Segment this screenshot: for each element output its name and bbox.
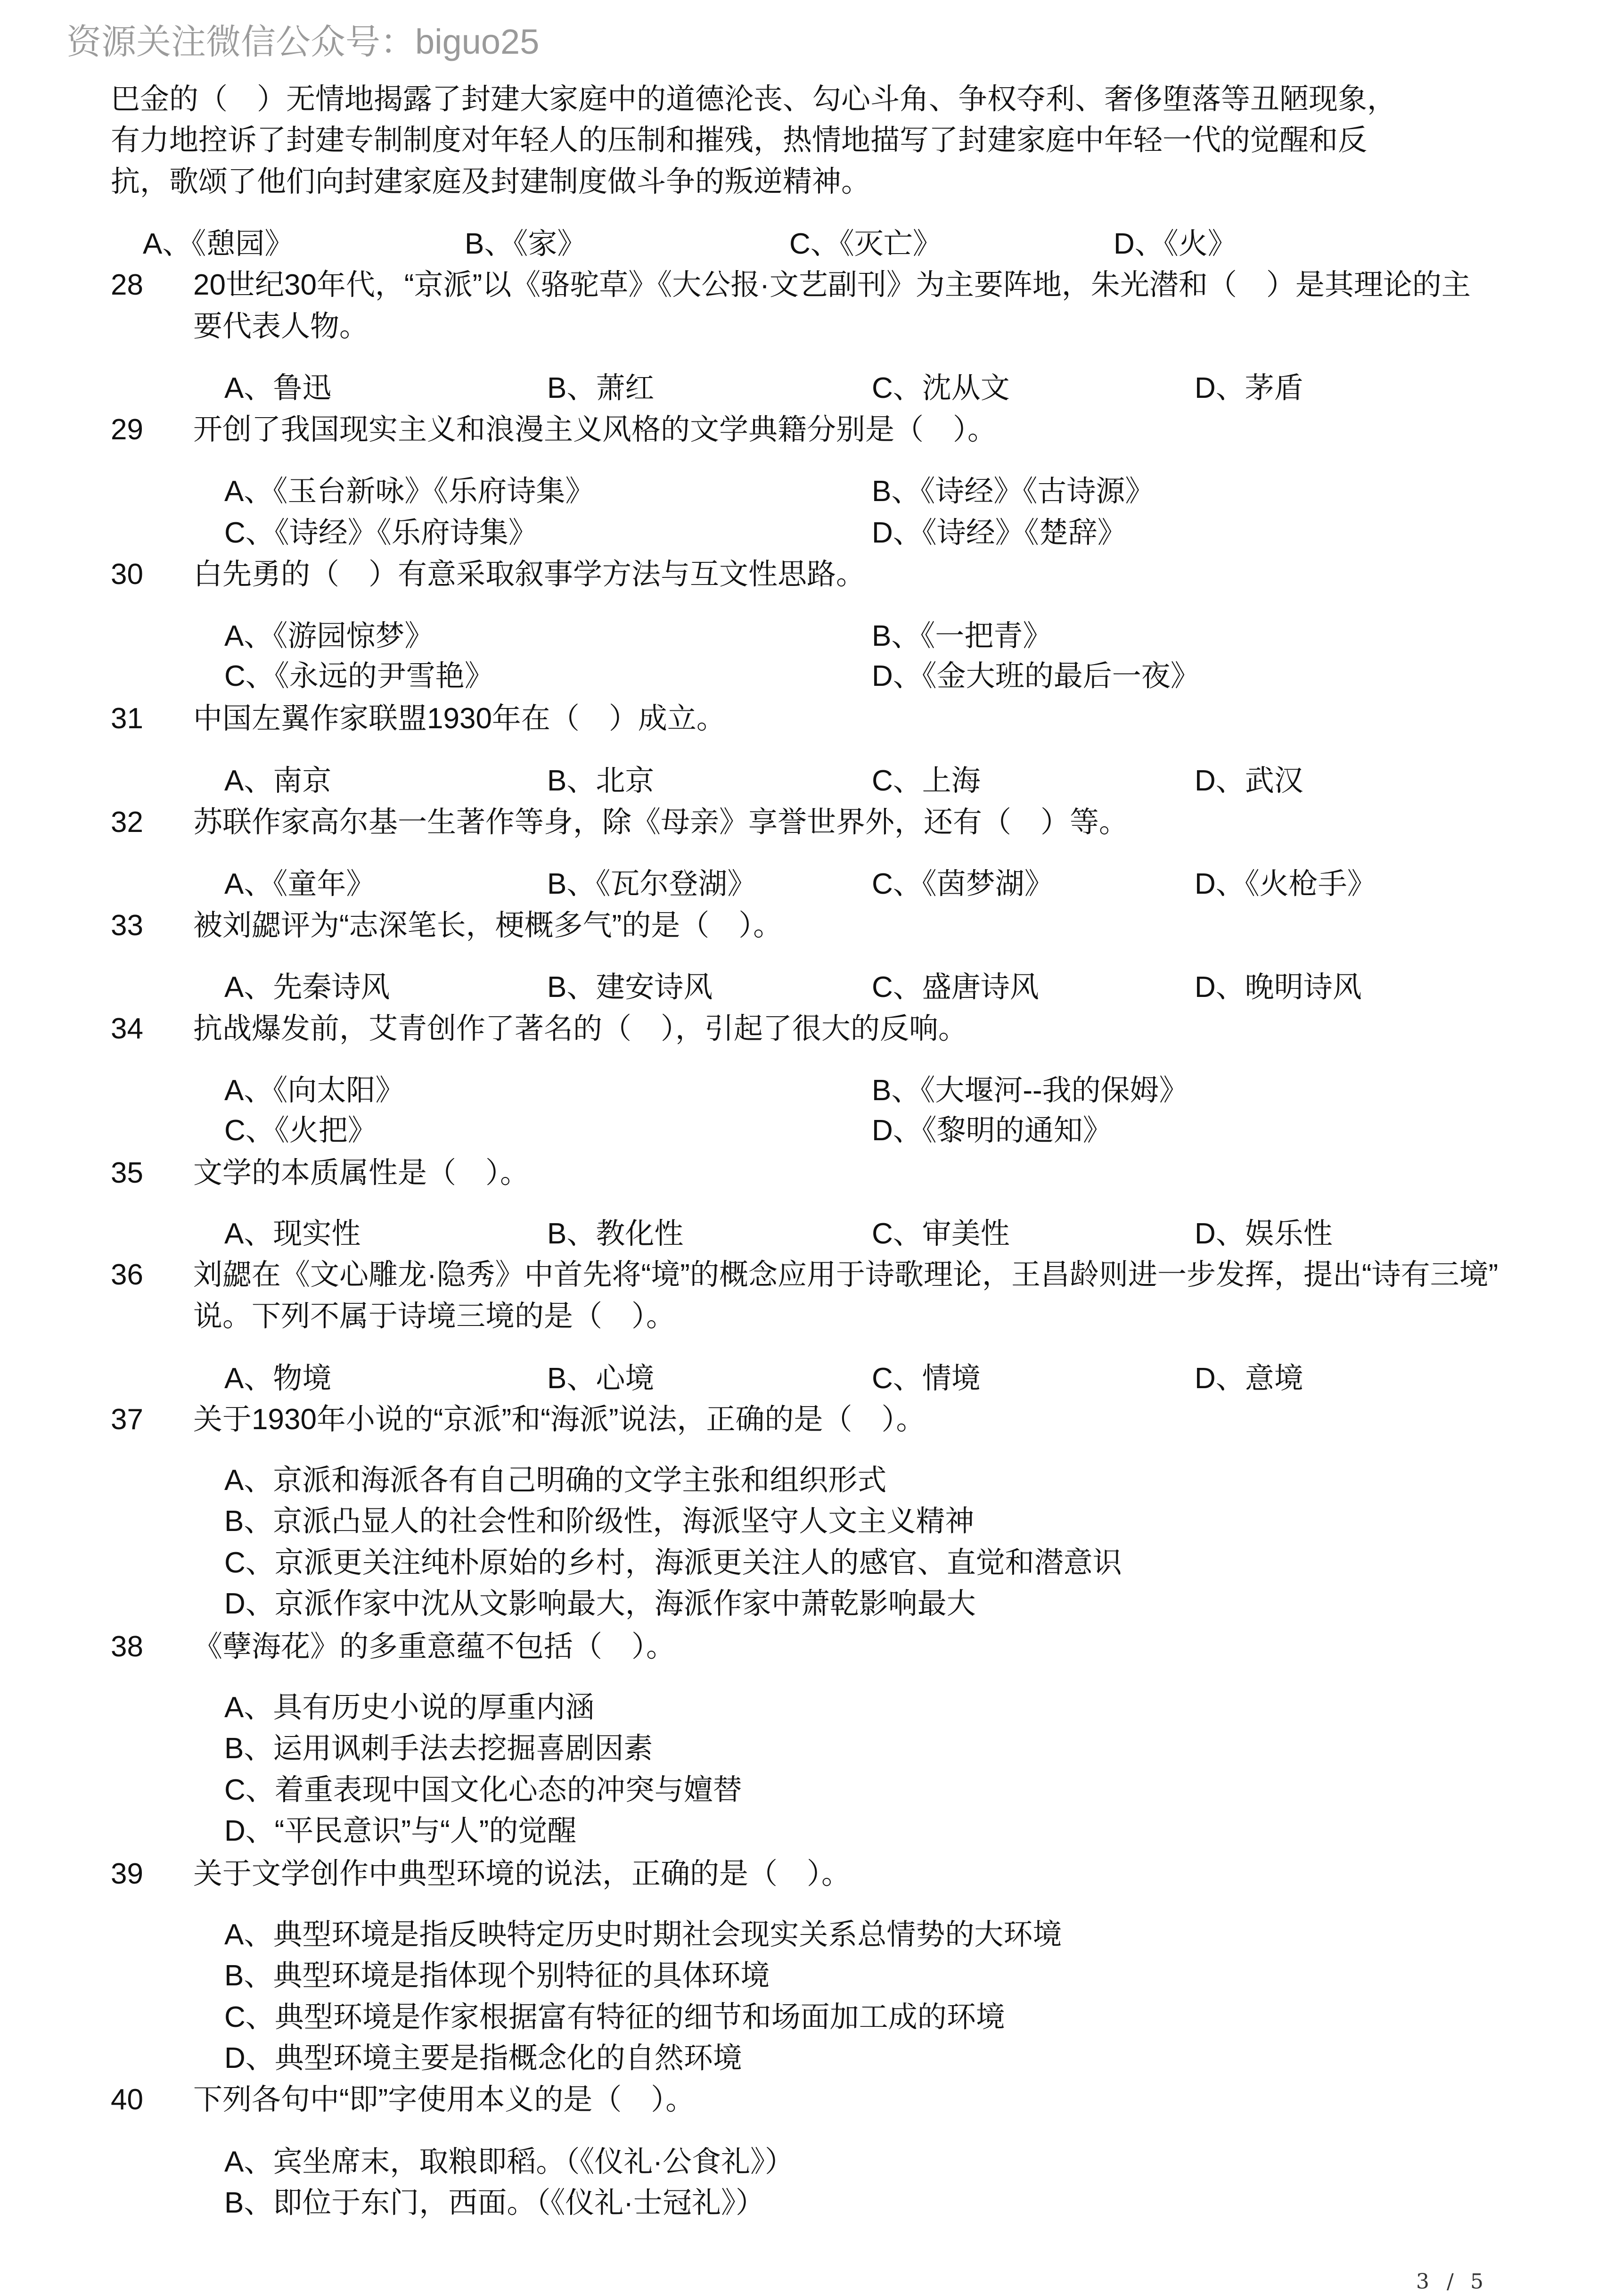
answer-option: A、《玉台新咏》《乐府诗集》 <box>224 475 595 508</box>
question-number: 36 <box>111 1259 143 1291</box>
answer-option: A、《憩园》 <box>143 228 294 260</box>
page-total: 5 <box>1470 2270 1483 2294</box>
answer-option: C、着重表现中国文化心态的冲突与嬗替 <box>224 1774 742 1806</box>
question-text: 文学的本质属性是（ ）。 <box>193 1157 530 1189</box>
answer-option: D、《火枪手》 <box>1195 868 1376 900</box>
question-text: 白先勇的（ ）有意采取叙事学方法与互文性思路。 <box>193 558 866 591</box>
answer-option: B、建安诗风 <box>547 971 713 1004</box>
answer-option: B、即位于东门，西面。（《仪礼·士冠礼》） <box>224 2187 765 2219</box>
answer-option: C、审美性 <box>872 1218 1010 1250</box>
answer-option: B、典型环境是指体现个别特征的具体环境 <box>224 1959 770 1992</box>
answer-option: D、茅盾 <box>1195 372 1303 404</box>
question-number: 35 <box>111 1157 143 1189</box>
question-number: 33 <box>111 909 143 942</box>
answer-option: A、南京 <box>224 765 332 797</box>
answer-option: A、《童年》 <box>224 868 376 900</box>
question-text: 关于文学创作中典型环境的说法，正确的是（ ）。 <box>193 1858 851 1890</box>
answer-option: D、“平民意识”与“人”的觉醒 <box>224 1815 577 1847</box>
watermark: 资源关注微信公众号：biguo25 <box>66 22 540 61</box>
answer-option: C、盛唐诗风 <box>872 971 1039 1004</box>
answer-option: C、典型环境是作家根据富有特征的细节和场面加工成的环境 <box>224 2001 1005 2033</box>
answer-option: A、具有历史小说的厚重内涵 <box>224 1691 595 1724</box>
answer-option: C、沈从文 <box>872 372 1010 404</box>
answer-option: D、《黎明的通知》 <box>872 1114 1112 1147</box>
question-text: 《孽海花》的多重意蕴不包括（ ）。 <box>193 1630 676 1663</box>
answer-option: D、《诗经》《楚辞》 <box>872 517 1127 549</box>
question-text: 开创了我国现实主义和浪漫主义风格的文学典籍分别是（ ）。 <box>193 413 997 446</box>
question-text: 中国左翼作家联盟1930年在（ ）成立。 <box>193 702 726 735</box>
question-number: 39 <box>111 1858 143 1890</box>
answer-option: D、京派作家中沈从文影响最大，海派作家中萧乾影响最大 <box>224 1588 976 1620</box>
question-number: 37 <box>111 1403 143 1436</box>
answer-option: C、《灭亡》 <box>789 228 942 260</box>
answer-option: A、现实性 <box>224 1218 361 1250</box>
question-number: 38 <box>111 1630 143 1663</box>
answer-option: C、上海 <box>872 765 981 797</box>
question-number: 34 <box>111 1012 143 1045</box>
question-text: 下列各句中“即”字使用本义的是（ ）。 <box>193 2083 695 2116</box>
answer-option: B、教化性 <box>547 1218 684 1250</box>
answer-option: C、京派更关注纯朴原始的乡村，海派更关注人的感官、直觉和潜意识 <box>224 1547 1122 1579</box>
answer-option: B、北京 <box>547 765 655 797</box>
answer-option: C、《茵梦湖》 <box>872 868 1054 900</box>
answer-option: B、《大堰河--我的保姆》 <box>872 1074 1188 1107</box>
question-text: 有力地控诉了封建专制制度对年轻人的压制和摧残，热情地描写了封建家庭中年轻一代的觉醒和反 <box>111 124 1368 156</box>
answer-option: D、《火》 <box>1114 228 1237 260</box>
question-number: 28 <box>111 269 143 301</box>
answer-option: C、《永远的尹雪艳》 <box>224 660 494 692</box>
page-current: 3 <box>1416 2270 1429 2294</box>
answer-option: B、《瓦尔登湖》 <box>547 868 757 900</box>
answer-option: B、心境 <box>547 1362 655 1395</box>
question-number: 32 <box>111 806 143 839</box>
question-text: 抗，歌颂了他们向封建家庭及封建制度做斗争的叛逆精神。 <box>111 165 871 198</box>
question-number: 29 <box>111 413 143 446</box>
question-text: 20世纪30年代，“京派”以《骆驼草》《大公报·文艺副刊》为主要阵地，朱光潜和（ ）是其理论的主 <box>193 269 1471 301</box>
answer-option: D、晚明诗风 <box>1195 971 1362 1004</box>
page-separator: / <box>1447 2270 1454 2294</box>
question-text: 苏联作家高尔基一生著作等身，除《母亲》享誉世界外，还有（ ）等。 <box>193 806 1129 839</box>
answer-option: A、鲁迅 <box>224 372 332 404</box>
question-number: 31 <box>111 702 143 735</box>
answer-option: C、情境 <box>872 1362 981 1395</box>
answer-option: B、萧红 <box>547 372 655 404</box>
answer-option: A、物境 <box>224 1362 332 1395</box>
question-text: 巴金的（ ）无情地揭露了封建大家庭中的道德沦丧、勾心斗角、争权夺利、奢侈堕落等丑陋现象， <box>111 83 1397 115</box>
answer-option: B、京派凸显人的社会性和阶级性，海派坚守人文主义精神 <box>224 1505 975 1538</box>
question-text: 说。下列不属于诗境三境的是（ ）。 <box>193 1300 676 1333</box>
answer-option: B、运用讽刺手法去挖掘喜剧因素 <box>224 1732 653 1765</box>
question-text: 抗战爆发前，艾青创作了著名的（ ），引起了很大的反响。 <box>193 1012 968 1045</box>
answer-option: B、《一把青》 <box>872 620 1052 652</box>
answer-option: A、宾坐席末，取粮即稻。（《仪礼·公食礼》） <box>224 2146 795 2178</box>
answer-option: B、《家》 <box>465 228 587 260</box>
answer-option: D、武汉 <box>1195 765 1303 797</box>
answer-option: C、《诗经》《乐府诗集》 <box>224 517 538 549</box>
answer-option: C、《火把》 <box>224 1114 377 1147</box>
answer-option: D、娱乐性 <box>1195 1218 1333 1250</box>
answer-option: A、《向太阳》 <box>224 1074 405 1107</box>
question-number: 40 <box>111 2083 143 2116</box>
answer-option: B、《诗经》《古诗源》 <box>872 475 1155 508</box>
answer-option: A、京派和海派各有自己明确的文学主张和组织形式 <box>224 1464 887 1497</box>
answer-option: A、《游园惊梦》 <box>224 620 434 652</box>
answer-option: D、意境 <box>1195 1362 1303 1395</box>
question-text: 刘勰在《文心雕龙·隐秀》中首先将“境”的概念应用于诗歌理论，王昌龄则进一步发挥，提出“诗有三境” <box>193 1259 1499 1291</box>
answer-option: A、先秦诗风 <box>224 971 390 1004</box>
question-text: 关于1930年小说的“京派”和“海派”说法，正确的是（ ）。 <box>193 1403 926 1436</box>
answer-option: D、《金大班的最后一夜》 <box>872 660 1200 692</box>
answer-option: A、典型环境是指反映特定历史时期社会现实关系总情势的大环境 <box>224 1918 1062 1951</box>
question-number: 30 <box>111 558 143 591</box>
answer-option: D、典型环境主要是指概念化的自然环境 <box>224 2042 742 2074</box>
question-text: 要代表人物。 <box>193 310 369 343</box>
question-text: 被刘勰评为“志深笔长，梗概多气”的是（ ）。 <box>193 909 783 942</box>
